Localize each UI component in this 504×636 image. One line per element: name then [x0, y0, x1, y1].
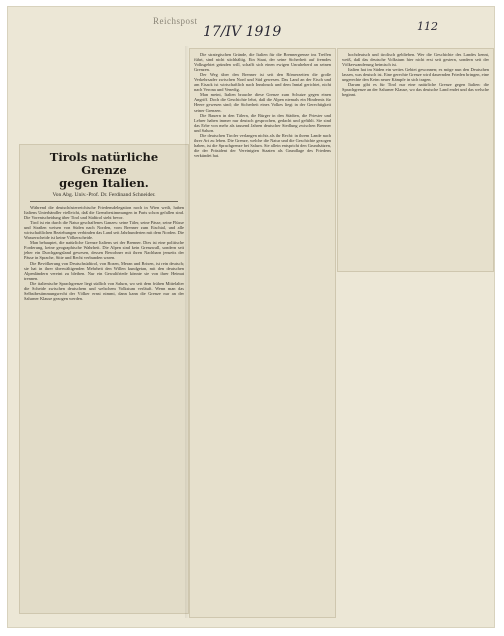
handwritten-date: 17/IV 1919	[203, 24, 282, 40]
newspaper-masthead: Reichspost	[153, 16, 198, 26]
article-middle-column	[189, 48, 336, 618]
paragraph: Man behauptet, die natürliche Grenze Italiens sei der Brenner. Dies ist eine politische Forderung, keine geographische Wahrheit. Die Alpen sind kein Grenzwall, sondern seit jeher ein Durchgangsland gewesen, dessen Bewohner mit ihren Nachbarn jenseits der Pässe in Sprache, Sitte und Recht verbunden waren.	[24, 240, 184, 261]
paragraph: Die deutschen Tiroler verlangen nichts als ihr Recht: in ihrem Lande nach ihrer Art zu leben. Die Grenze, welche die Natur und die Geschichte gezogen haben, ist die Sprachgrenze bei Salurn. Sie allein entspricht den Grundsätzen, die der Präsident der Vereinigten Staaten als Grundlage des Friedens verkündet hat.	[194, 132, 331, 158]
article-byline: Von Abg. Univ.-Prof. Dr. Ferdinand Schneider.	[52, 192, 156, 198]
paragraph: Tirol ist ein durch die Natur geschaffenes Ganzes: seine Täler, seine Pässe, seine Flüsse und Straßen weisen von Süden nach Norden, vom Brenner zum Etschtal, und alle wirtschaftlichen Beziehungen verbinden das Land seit Jahrhunderten mit dem Norden. Die Wasserscheide ist keine Völkerscheide.	[24, 220, 184, 241]
title-line-2: gegen Italien.	[59, 176, 149, 190]
article-left-column	[19, 144, 189, 614]
middle-column-text	[194, 52, 331, 158]
paragraph: Die Bevölkerung von Deutschsüdtirol, von Bozen, Meran und Brixen, ist rein deutsch; sie hat in ihrer überwältigenden Mehrheit den Willen kundgetan, mit den deutschen Alpenländern vereint zu bleiben. Nur ein Gewaltfriede könnte sie von ihrer Heimat trennen.	[24, 260, 184, 281]
paragraph: Man meint, Italien brauche diese Grenze zum Schutze gegen einen Angriff. Doch die Geschichte lehrt, daß die Alpen niemals ein Hindernis für Heere gewesen sind; die Sicherheit eines Volkes liegt in der Gerechtigkeit seiner Grenzen.	[194, 92, 331, 113]
paragraph: Die Bauern in den Tälern, die Bürger in den Städten, die Priester und Lehrer haben immer nur deutsch gesprochen, gedacht und gefühlt. Sie sind das Erbe von mehr als tausend Jahren deutscher Siedlung zwischen Brenner und Salurn.	[194, 112, 331, 133]
right-column-text	[342, 52, 489, 97]
article-title	[26, 151, 182, 190]
article-right-column	[337, 48, 494, 272]
title-divider	[30, 201, 178, 202]
paragraph: Darum gibt es für Tirol nur eine natürliche Grenze gegen Italien: die Sprachgrenze an der Salurner Klause, wo das deutsche Land endet und das welsche beginnt.	[342, 82, 489, 98]
paragraph: Während die deutschösterreichische Friedensdelegation noch in Wien weilt, haben Italiens Unterhändler vielleicht, daß die Grenzbestimmungen in Paris schon gefallen sind. Die Vorentscheidung über Tirol und Südtirol steht bevor.	[24, 205, 184, 221]
newspaper-clipping-sheet	[7, 6, 495, 628]
paragraph: Die italienische Sprachgrenze liegt südlich von Salurn, wo seit dem frühen Mittelalter die Scheide zwischen deutschem und welschem Volkstum verläuft. Wenn man das Selbstbestimmungsrecht der Völker ernst nimmt, dann kann die Grenze nur an der Salurner Klause gezogen werden.	[24, 280, 184, 301]
paragraph: hochdeutsch und tirolisch geblieben. Wer die Geschichte des Landes kennt, weiß, daß das deutsche Volkstum hier nicht erst seit gestern, sondern seit der Völkerwanderung heimisch ist.	[342, 52, 489, 68]
paragraph: Die strategischen Gründe, die Italien für die Brennergrenze ins Treffen führt, sind nicht stichhältig. Ein Staat, der seine Sicherheit auf fremdes Volksgebiet gründen will, schafft sich einen ewigen Unruheherd an seinen Grenzen.	[194, 52, 331, 73]
paper-fold-shadow	[185, 46, 189, 618]
left-column-text	[24, 205, 184, 301]
paragraph: Italien hat im Süden ein weites Gebiet gewonnen; es möge nun den Deutschen lassen, was deutsch ist. Eine gerechte Grenze wird dauernden Frieden bringen, eine ungerechte den Keim neuer Kämpfe in sich tragen.	[342, 67, 489, 83]
title-line-1: Tirols natürliche Grenze	[49, 150, 159, 177]
paragraph: Der Weg über den Brenner ist seit den Römerzeiten die große Verkehrsader zwischen Nord und Süd gewesen. Das Land an der Etsch und am Eisack ist wirtschaftlich nach Innsbruck und dem Inntal gerichtet, nicht nach Verona und Venedig.	[194, 72, 331, 93]
handwritten-page-number: 112	[417, 20, 438, 33]
